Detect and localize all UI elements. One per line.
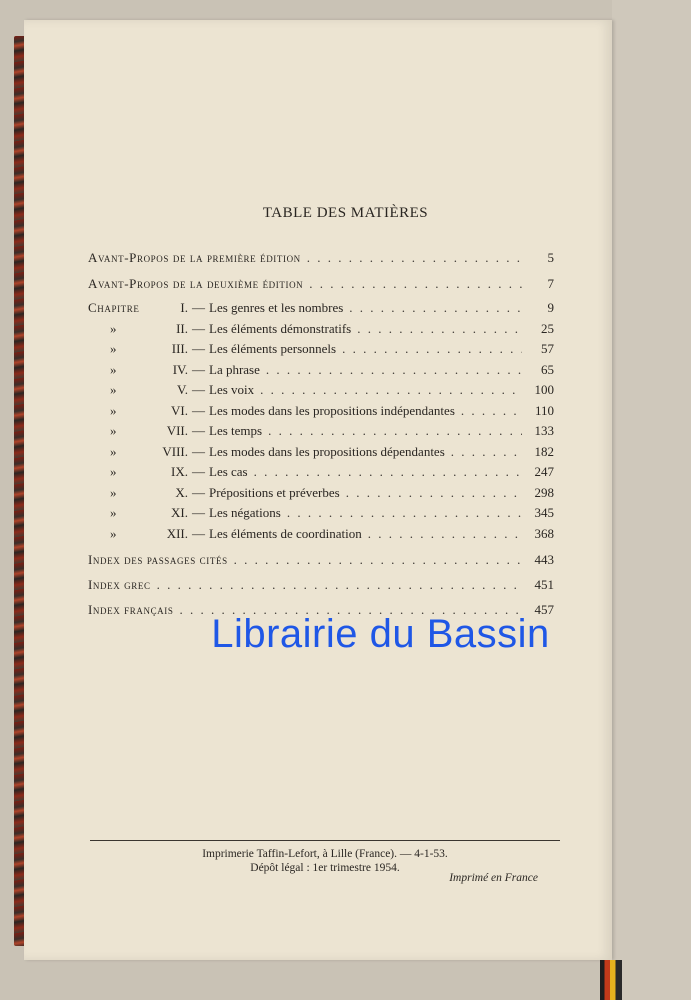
chapter-number: V. <box>177 382 188 397</box>
dot-leader <box>309 276 522 292</box>
ditto-mark: » <box>110 484 117 500</box>
toc-entry-label: Avant-Propos de la première édition <box>88 250 301 265</box>
dot-leader <box>254 464 522 480</box>
toc-page-number: 5 <box>547 250 554 265</box>
dot-leader <box>266 362 522 378</box>
toc-chapter-row: » III. — Les éléments personnels . . . 57 <box>88 341 554 361</box>
ditto-mark: » <box>110 361 117 377</box>
toc-chapter-row: » XII. — Les éléments de coordination . . . 368 <box>88 526 554 546</box>
toc-entry-label: Avant-Propos de la deuxième édition <box>88 276 304 291</box>
dot-leader <box>268 423 522 439</box>
dot-leader <box>234 552 522 568</box>
toc-chapter-row: » VI. — Les modes dans les propositions indépendantes . . . 110 <box>88 403 554 423</box>
dot-leader <box>349 300 522 316</box>
dot-leader <box>260 382 522 398</box>
ditto-mark: » <box>110 402 117 418</box>
dot-leader <box>342 341 522 357</box>
toc-entry-front-1 <box>88 250 554 270</box>
bookmark-ribbon <box>600 960 622 1000</box>
chapter-title: Les voix <box>209 382 255 397</box>
ditto-mark: » <box>110 525 117 541</box>
toc-entry-index-1 <box>88 552 554 572</box>
chapter-word: Chapitre <box>88 300 140 315</box>
chapter-number: IV. <box>172 361 188 377</box>
ditto-mark: » <box>110 382 117 397</box>
toc-page-number: 443 <box>534 552 554 567</box>
toc-page-number: 457 <box>534 602 554 617</box>
dot-leader <box>346 485 522 501</box>
chapter-title: Les négations <box>209 505 281 520</box>
chapter-number: VII. <box>166 423 188 438</box>
ditto-mark: » <box>110 505 117 520</box>
printer-imprint: Imprimerie Taffin-Lefort, à Lille (France). — 4-1-53. <box>202 848 448 860</box>
toc-chapter-row: » X. — Prépositions et préverbes . . . 298 <box>88 485 554 505</box>
chapter-title: Les temps <box>209 423 263 438</box>
chapter-title: Les éléments démonstratifs <box>209 320 352 336</box>
printed-in-france: Imprimé en France <box>449 872 538 884</box>
toc-chapter-row: » VIII. — Les modes dans les propositions dépendantes . . . 182 <box>88 444 554 464</box>
chapter-title: Prépositions et préverbes <box>209 484 340 500</box>
footer-rule <box>90 840 560 841</box>
chapter-title: Les éléments personnels <box>209 341 337 356</box>
toc-page-number: 247 <box>534 464 554 479</box>
toc-page-number: 368 <box>534 525 554 541</box>
toc-entry-label: Index grec <box>88 577 151 592</box>
chapter-number: VIII. <box>162 443 188 459</box>
toc-page-number: 110 <box>534 402 554 418</box>
ditto-mark: » <box>110 423 117 438</box>
chapter-number: XII. <box>166 525 188 541</box>
ditto-mark: » <box>110 443 117 459</box>
toc-entry-index-2 <box>88 577 554 597</box>
toc-chapter-row: Chapitre I. — Les genres et les nombres . . . 9 <box>88 300 554 320</box>
toc-page-number: 65 <box>541 361 554 377</box>
dot-leader <box>451 444 522 460</box>
dot-leader <box>287 505 522 521</box>
chapter-number: VI. <box>171 402 188 418</box>
toc-page-number: 7 <box>547 276 554 291</box>
dot-leader <box>307 250 522 266</box>
chapter-title: Les genres et les nombres <box>209 300 344 315</box>
chapter-number: IX. <box>171 464 188 479</box>
toc-title: TABLE DES MATIÈRES <box>262 205 429 221</box>
toc-page-number: 133 <box>534 423 554 438</box>
toc-entry-label: Index des passages cités <box>88 552 228 567</box>
toc-chapter-row: » IV. — La phrase . . . 65 <box>88 362 554 382</box>
toc-page-number: 298 <box>534 484 554 500</box>
toc-chapter-row: » VII. — Les temps . . . 133 <box>88 423 554 443</box>
chapter-number: I. <box>180 300 188 315</box>
toc-page-number: 57 <box>541 341 554 356</box>
toc-page-number: 182 <box>534 443 554 459</box>
chapter-title: Les modes dans les propositions dépendantes <box>209 443 445 459</box>
toc-page-number: 100 <box>534 382 554 397</box>
toc-entry-label: Index français <box>88 602 174 617</box>
chapter-number: II. <box>176 320 188 336</box>
chapter-number: XI. <box>171 505 188 520</box>
toc-chapter-row: » II. — Les éléments démonstratifs . . . 25 <box>88 321 554 341</box>
toc-entry-front-2 <box>88 276 554 296</box>
chapter-number: III. <box>171 341 188 356</box>
toc-page-number: 451 <box>534 577 554 592</box>
dot-leader <box>157 577 522 593</box>
book-cover-edge <box>612 0 691 1000</box>
ditto-mark: » <box>110 464 117 479</box>
bookseller-watermark: Librairie du Bassin <box>211 612 550 656</box>
dot-leader <box>368 526 522 542</box>
legal-deposit: Dépôt légal : 1er trimestre 1954. <box>250 862 400 874</box>
chapter-title: La phrase <box>209 361 260 377</box>
toc-page-number: 345 <box>534 505 554 520</box>
chapter-number: X. <box>175 484 188 500</box>
toc-page-number: 9 <box>547 300 554 315</box>
ditto-mark: » <box>110 320 117 336</box>
dot-leader <box>461 403 522 419</box>
toc-chapter-row: » XI. — Les négations . . . 345 <box>88 505 554 525</box>
chapter-title: Les modes dans les propositions indépendantes <box>209 402 455 418</box>
ditto-mark: » <box>110 341 117 356</box>
chapter-title: Les cas <box>209 464 248 479</box>
dot-leader <box>357 321 522 337</box>
toc-chapter-row: » V. — Les voix . . . 100 <box>88 382 554 402</box>
toc-chapter-row: » IX. — Les cas . . . 247 <box>88 464 554 484</box>
chapter-title: Les éléments de coordination <box>209 525 362 541</box>
toc-page-number: 25 <box>541 320 554 336</box>
